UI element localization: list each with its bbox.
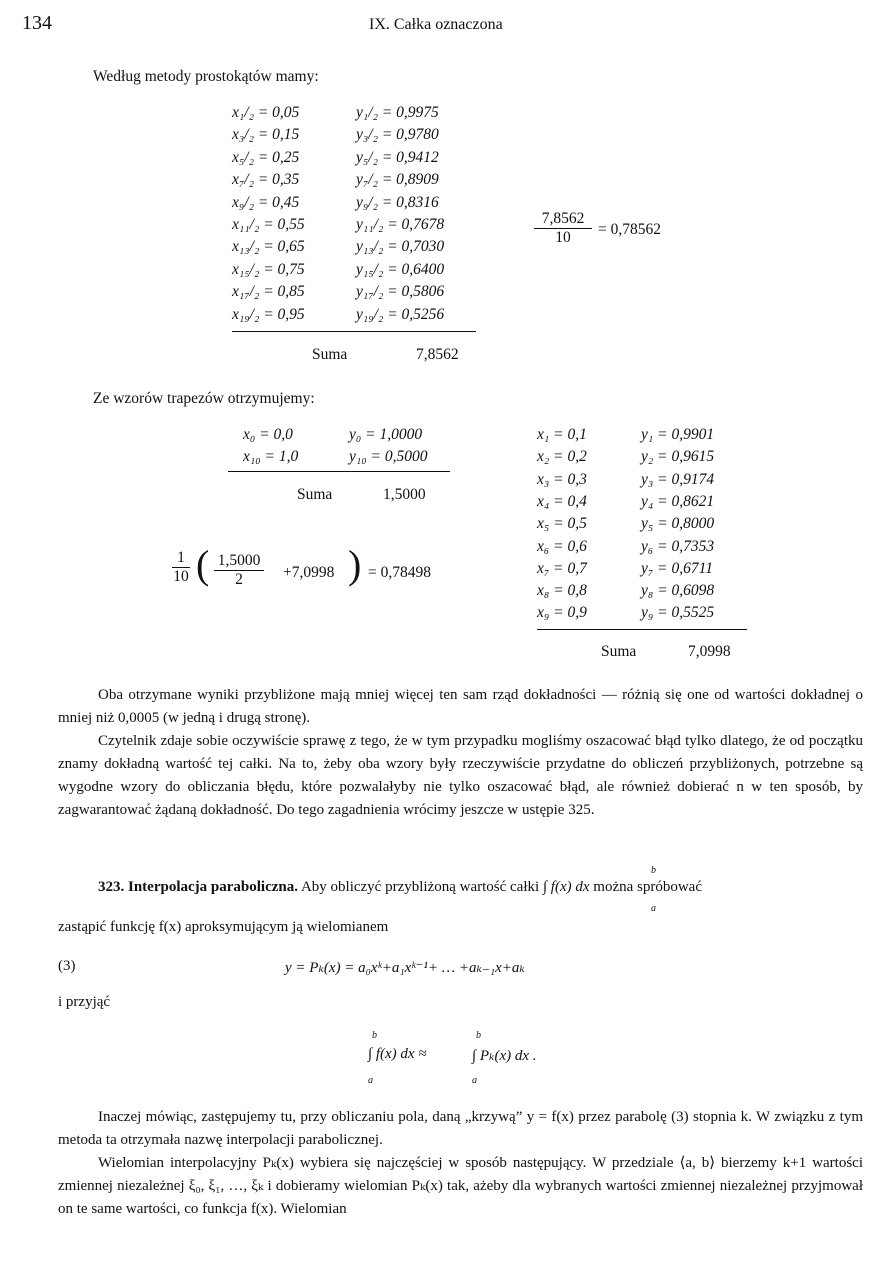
table-row-y: y₇/₂ = 0,8909 [356, 171, 439, 189]
approx-lhs: ∫ f(x) dx ≈ [368, 1046, 427, 1062]
lhs-upper-limit: b [372, 1030, 377, 1041]
table-row-y: y₁ = 0,9901 [641, 426, 715, 443]
table-row-y: y₄ = 0,8621 [641, 492, 715, 510]
section-number: 323. [98, 879, 125, 895]
right-paren: ) [348, 542, 362, 587]
body-paragraphs [58, 684, 863, 822]
rect-frac-num: 7,8562 [534, 210, 592, 229]
table-row-y: y₁/₂ = 0,9975 [356, 104, 439, 121]
table-row-x: x₇ = 0,7 [537, 559, 587, 577]
rect-fraction [534, 210, 592, 247]
table-row-x: x₀ = 0,0 [243, 426, 293, 443]
section-text: Aby obliczyć przybliżoną wartość całki [300, 879, 540, 895]
section-323-line [98, 879, 702, 896]
table-row-y: y₁₉/₂ = 0,5256 [356, 305, 445, 323]
lhs-lower-limit: a [368, 1075, 373, 1086]
table-row-y: y₀ = 1,0000 [349, 426, 423, 443]
equation-3: y = Pₖ(x) = a₀xᵏ+a₁xᵏ⁻¹+ … +aₖ₋₁x+aₖ [285, 960, 525, 976]
paragraph-2: Czytelnik zdaje sobie oczywiście sprawę z tego, że w tym przypadku mogliśmy oszacować błąd tylko dlatego, że od początku znamy dokładną wartość tej całki. Na to, żeby oba wzory były rzeczywiście przydatne do obliczeń przybliżonych, potrzebne są wygodne wzory do obliczania błędu, które pozwalałyby nie tylko oszacować błąd, ale również dobierać n w ten sposób, by zagwarantować żądaną dokładność. Do tego zagadnienia wrócimy jeszcze w ustępie 325. [58, 733, 863, 818]
table-row-x: x₅/₂ = 0,25 [232, 148, 300, 166]
outer-frac-den: 10 [173, 568, 189, 585]
rect-table [232, 104, 482, 334]
table-row-y: y₁₃/₂ = 0,7030 [356, 238, 445, 256]
table-row-x: x₁₃/₂ = 0,65 [232, 238, 305, 256]
table-row-x: x₇/₂ = 0,35 [232, 171, 300, 189]
table-row-y: y₇ = 0,6711 [641, 559, 713, 577]
table-row-y: y₁₁/₂ = 0,7678 [356, 216, 445, 233]
rect-rule [232, 331, 476, 332]
page-number: 134 [22, 12, 52, 34]
table-row-y: y₁₀ = 0,5000 [349, 448, 428, 466]
table-row-y: y₅ = 0,8000 [641, 515, 715, 533]
table-row-x: x₉ = 0,9 [537, 604, 587, 622]
table-row-x: x₃/₂ = 0,15 [232, 126, 300, 144]
table-row-x: x₁₉/₂ = 0,95 [232, 305, 305, 323]
table-row-x: x₁₇/₂ = 0,85 [232, 283, 305, 301]
trap-mid-sum-label: Suma [601, 643, 637, 660]
table-row-y: y₃/₂ = 0,9780 [356, 126, 439, 144]
table-row-x: x₁/₂ = 0,05 [232, 104, 300, 121]
equation-3-label: (3) [58, 958, 76, 974]
table-row-y: y₁₇/₂ = 0,5806 [356, 283, 445, 301]
table-row-y: y₆ = 0,7353 [641, 537, 715, 555]
outer-frac-num: 1 [172, 549, 190, 568]
paragraph-4: Wielomian interpolacyjny Pₖ(x) wybiera się najczęściej w sposób następujący. W przedziale ⟨a, b⟩ bierzemy k+1 wartości zmiennej niezależnej ξ₀, ξ₁, …, ξₖ i dobieramy wielomian Pₖ(x) tak, ażeby dla wybranych wartości zmiennej niezależnej przyjmował on te same wartości, co funkcja f(x). Wielomian [58, 1155, 863, 1217]
table-row-y: y₂ = 0,9615 [641, 448, 715, 466]
inner-frac-den: 2 [235, 571, 243, 588]
line-zastapic: zastąpić funkcję f(x) aproksymującym ją wielomianem [58, 919, 389, 935]
running-title: IX. Całka oznaczona [369, 16, 503, 33]
rect-intro: Według metody prostokątów mamy: [93, 68, 319, 85]
trap-mid-table [537, 426, 757, 626]
outer-fraction [172, 549, 190, 586]
section-title: Interpolacja paraboliczna. [128, 879, 298, 895]
section-integral: ∫ f(x) dx [542, 879, 590, 895]
table-row-x: x₃ = 0,3 [537, 470, 587, 488]
rhs-upper-limit: b [476, 1030, 481, 1041]
table-row-x: x₂ = 0,2 [537, 448, 587, 466]
left-paren: ( [196, 542, 210, 587]
rect-sum-value: 7,8562 [416, 346, 459, 363]
rect-sum-label: Suma [312, 346, 348, 363]
table-row-x: x₄ = 0,4 [537, 492, 587, 510]
table-row-x: x₁₅/₂ = 0,75 [232, 260, 305, 278]
trap-end-sum-value: 1,5000 [383, 486, 426, 503]
section-text2: można spróbować [593, 879, 702, 895]
approx-rhs: ∫ Pₖ(x) dx . [472, 1048, 537, 1064]
inner-fraction [214, 552, 264, 589]
table-row-y: y₁₅/₂ = 0,6400 [356, 260, 445, 278]
inner-frac-num: 1,5000 [214, 552, 264, 571]
table-row-x: x₁₁/₂ = 0,55 [232, 216, 305, 233]
trap-mid-sum-value: 7,0998 [688, 643, 731, 660]
trap-mid-rule [537, 629, 747, 630]
table-row-y: y₉/₂ = 0,8316 [356, 193, 439, 211]
trap-intro: Ze wzorów trapezów otrzymujemy: [93, 390, 315, 407]
table-row-y: y₃ = 0,9174 [641, 470, 715, 488]
formula-plus: +7,0998 [283, 564, 335, 581]
table-row-y: y₉ = 0,5525 [641, 604, 715, 622]
integral-upper-limit: b [651, 865, 656, 876]
trap-result: = 0,78498 [368, 564, 431, 581]
closing-paragraphs [58, 1106, 863, 1221]
integral-lower-limit: a [651, 903, 656, 914]
table-row-x: x₈ = 0,8 [537, 582, 587, 600]
trap-end-rule [228, 471, 450, 472]
table-row-y: y₈ = 0,6098 [641, 582, 715, 600]
trap-end-table [243, 426, 463, 476]
table-row-x: x₁₀ = 1,0 [243, 448, 299, 466]
rhs-lower-limit: a [472, 1075, 477, 1086]
rect-frac-den: 10 [555, 229, 571, 246]
table-row-y: y₅/₂ = 0,9412 [356, 148, 439, 166]
paragraph-3: Inaczej mówiąc, zastępujemy tu, przy obliczaniu pola, daną „krzywą” y = f(x) przez parabolę (3) stopnia k. W związku z tym metoda ta otrzymała nazwę interpolacji parabolicznej. [58, 1109, 863, 1148]
table-row-x: x₉/₂ = 0,45 [232, 193, 300, 211]
table-row-x: x₆ = 0,6 [537, 537, 587, 555]
trap-end-sum-label: Suma [297, 486, 333, 503]
przyjac-text: i przyjąć [58, 994, 111, 1010]
table-row-x: x₅ = 0,5 [537, 515, 587, 533]
rect-result: = 0,78562 [598, 221, 661, 238]
table-row-x: x₁ = 0,1 [537, 426, 587, 443]
paragraph-1: Oba otrzymane wyniki przybliżone mają mniej więcej ten sam rząd dokładności — różnią się one od wartości dokładnej o mniej niż 0,0005 (w jedną i drugą stronę). [58, 687, 863, 726]
